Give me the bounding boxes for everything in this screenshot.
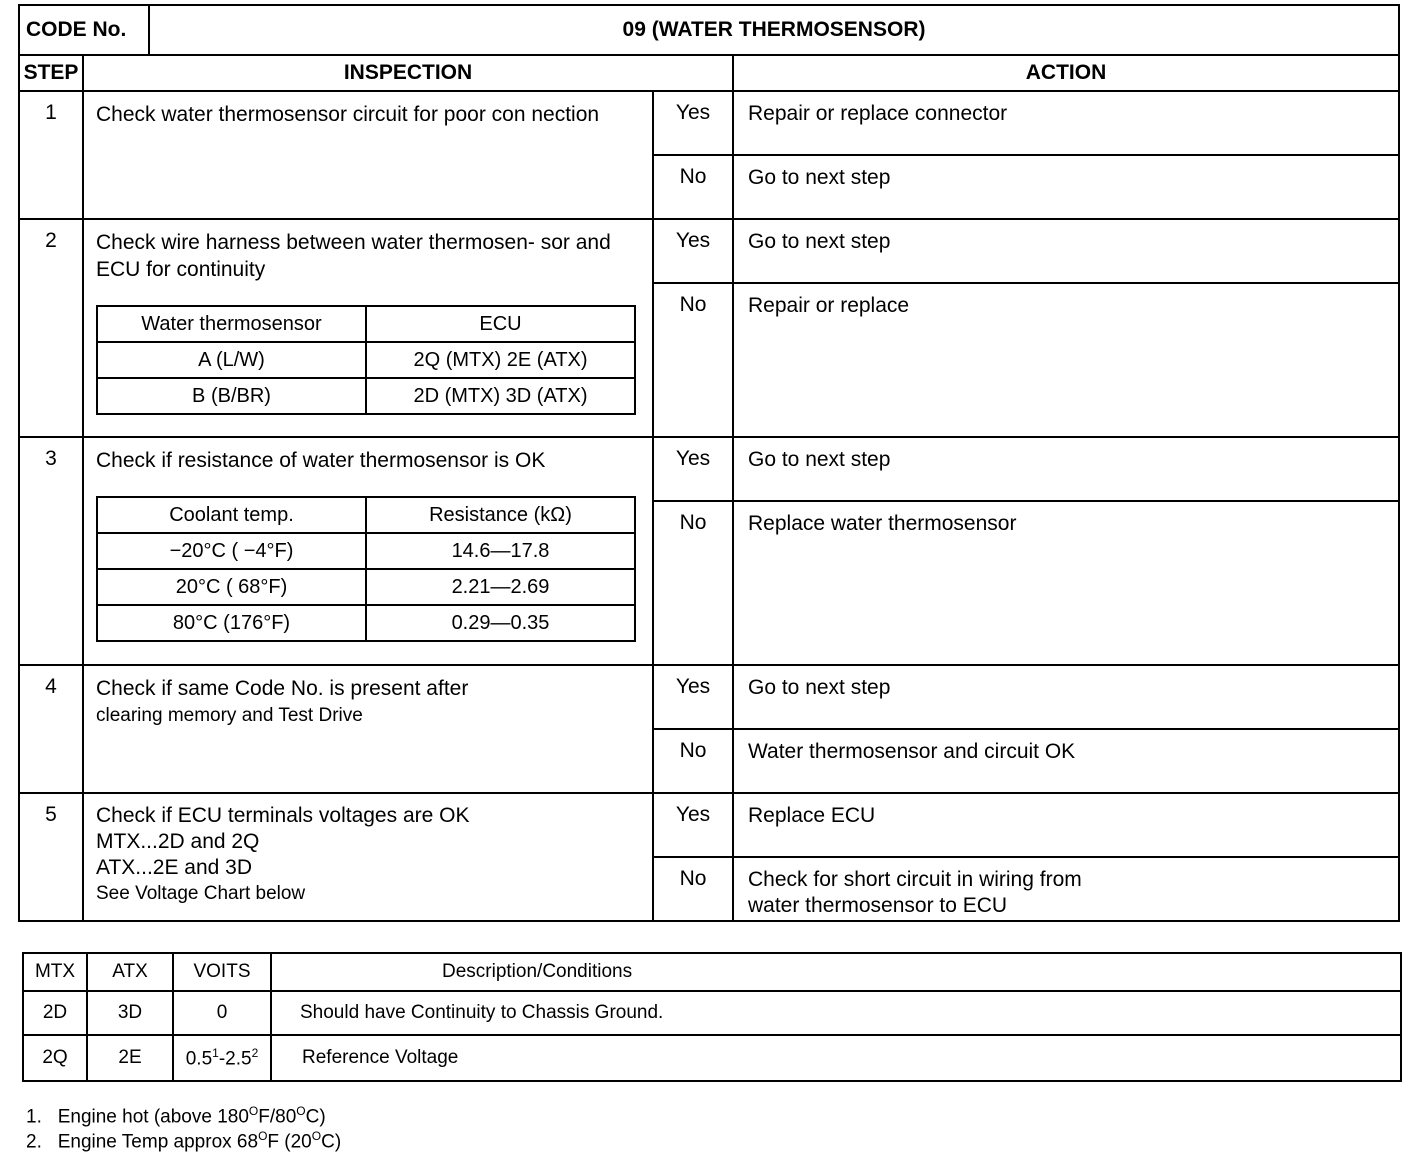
yes-label: Yes: [653, 793, 733, 857]
footnote: [26, 1104, 326, 1128]
table-cell: 80°C (176°F): [97, 605, 366, 641]
yes-action: Repair or replace connector: [733, 91, 1399, 155]
inspection-text: Check wire harness between water thermosen- sor and ECU for continuity: [96, 231, 611, 281]
step-inspection: [83, 437, 653, 665]
no-label: No: [653, 857, 733, 921]
step-inspection: Check water thermosensor circuit for poor con nection: [83, 91, 653, 219]
footnote-text: Engine Temp approx 68: [57, 1131, 259, 1153]
yes-action: Replace ECU: [733, 793, 1399, 857]
no-action: Repair or replace: [733, 283, 1399, 437]
table-cell: 2D (MTX) 3D (ATX): [366, 378, 635, 414]
inspection-header: INSPECTION: [83, 55, 733, 91]
yes-action: Go to next step: [733, 437, 1399, 501]
volt-cell: 2E: [87, 1035, 173, 1081]
degree-mark: O: [311, 1129, 322, 1143]
code-label: CODE No.: [19, 5, 149, 55]
no-label: No: [653, 155, 733, 219]
volts-value: -2.5: [218, 1048, 252, 1070]
footnote-text: F (20: [267, 1131, 312, 1153]
step-number: 1: [19, 91, 83, 219]
volt-cell: 0: [173, 991, 271, 1035]
volt-cell: [173, 1035, 271, 1081]
table-cell: −20°C ( −4°F): [97, 533, 366, 569]
no-action-line: Check for short circuit in wiring from: [748, 868, 1082, 891]
step-number: 5: [19, 793, 83, 921]
degree-mark: O: [296, 1104, 306, 1118]
yes-label: Yes: [653, 91, 733, 155]
no-action: Replace water thermosensor: [733, 501, 1399, 665]
footnote-text: C): [305, 1106, 326, 1128]
table-cell: A (L/W): [97, 342, 366, 378]
degree-mark: O: [258, 1129, 268, 1143]
diagnostic-table: [18, 4, 1400, 922]
volt-header-atx: ATX: [87, 953, 173, 991]
no-label: No: [653, 283, 733, 437]
volt-cell: 2D: [23, 991, 87, 1035]
step-number: 3: [19, 437, 83, 665]
table-header: Resistance (kΩ): [366, 497, 635, 533]
volt-cell: 2Q: [23, 1035, 87, 1081]
volt-header-volts: VOITS: [173, 953, 271, 991]
table-header: ECU: [366, 306, 635, 342]
inspection-text: See Voltage Chart below: [96, 883, 306, 904]
no-action: [733, 857, 1399, 921]
step-number: 4: [19, 665, 83, 793]
footnote-ref: 1: [212, 1045, 219, 1060]
volt-cell: 3D: [87, 991, 173, 1035]
inspection-text: MTX...2D and 2Q: [96, 830, 260, 853]
step-inspection: [83, 219, 653, 437]
no-label: No: [653, 729, 733, 793]
no-action-line: water thermosensor to ECU: [748, 894, 1008, 917]
yes-label: Yes: [653, 437, 733, 501]
volt-desc: Should have Continuity to Chassis Ground.: [271, 991, 1401, 1035]
yes-action: Go to next step: [733, 665, 1399, 729]
code-title: 09 (WATER THERMOSENSOR): [149, 5, 1399, 55]
volt-header-desc: Description/Conditions: [271, 953, 1401, 991]
footnote-num: 2.: [26, 1131, 42, 1153]
footnote-ref: 2: [251, 1045, 259, 1060]
volt-desc: Reference Voltage: [271, 1035, 1401, 1081]
step-header: STEP: [19, 55, 83, 91]
table-cell: 20°C ( 68°F): [97, 569, 366, 605]
table-cell: 0.29—0.35: [366, 605, 635, 641]
footnote-num: 1.: [26, 1106, 42, 1128]
yes-label: Yes: [653, 219, 733, 283]
no-label: No: [653, 501, 733, 665]
volts-value: 0.5: [185, 1048, 213, 1070]
table-header: Water thermosensor: [97, 306, 366, 342]
action-header: ACTION: [733, 55, 1399, 91]
step-inspection: [83, 665, 653, 793]
footnote-text: C): [321, 1131, 342, 1153]
inspection-text: Check if resistance of water thermosensor is OK: [96, 449, 546, 472]
inspection-text: Check if ECU terminals voltages are OK: [96, 804, 470, 827]
wiring-table: [96, 305, 636, 415]
yes-label: Yes: [653, 665, 733, 729]
degree-mark: O: [248, 1104, 259, 1118]
volt-header-mtx: MTX: [23, 953, 87, 991]
footnote-text: Engine hot (above 180: [57, 1106, 249, 1128]
resistance-table: [96, 496, 636, 642]
footnote: [26, 1129, 341, 1153]
table-cell: 14.6—17.8: [366, 533, 635, 569]
inspection-text: Check if same Code No. is present after: [96, 677, 469, 700]
no-action: Go to next step: [733, 155, 1399, 219]
inspection-text: clearing memory and Test Drive: [96, 705, 363, 726]
table-cell: 2.21—2.69: [366, 569, 635, 605]
table-cell: 2Q (MTX) 2E (ATX): [366, 342, 635, 378]
table-header: Coolant temp.: [97, 497, 366, 533]
voltage-chart: [22, 952, 1402, 1082]
footnote-text: F/80: [258, 1106, 297, 1128]
inspection-text: ATX...2E and 3D: [96, 856, 253, 879]
step-inspection: [83, 793, 653, 921]
step-number: 2: [19, 219, 83, 437]
yes-action: Go to next step: [733, 219, 1399, 283]
no-action: Water thermosensor and circuit OK: [733, 729, 1399, 793]
table-cell: B (B/BR): [97, 378, 366, 414]
